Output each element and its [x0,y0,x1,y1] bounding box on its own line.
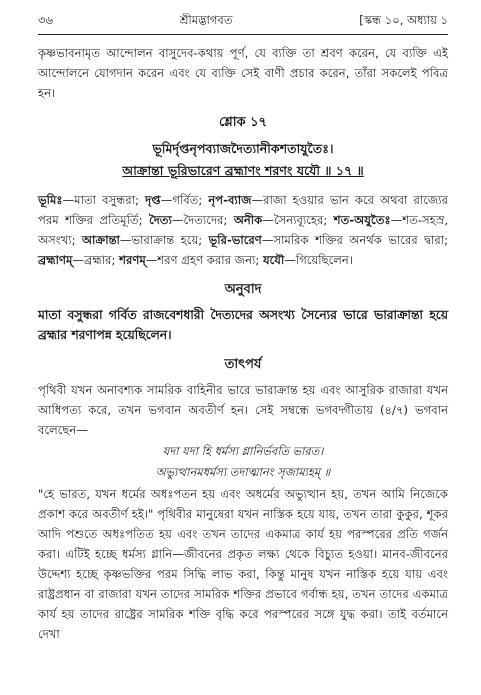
synonym-term: আক্রান্তা [81,233,120,247]
translation-text: মাতা বসুন্ধরা গর্বিত রাজবেশধারী দৈত্যদের অসংখ্য সৈন্যের ভারে ভারাক্রান্তা হয়ে ব্রহ্মার শরণাপন্ন হয়েছিলেন। [38,308,448,342]
synonym-meaning: —ভারাক্রান্ত হয়ে; [119,233,209,247]
gita-quote-line-2: অভ্যুত্থানমধর্মস্য তদাত্মানং সৃজাম্যহম্ ॥ [155,465,331,479]
synonym-meaning: —ব্রহ্মার; [72,253,120,267]
intro-paragraph: কৃষ্ণভাবনামৃত আন্দোলন বাসুদেব-কথায় পূর্ণ, যে ব্যক্তি তা শ্রবণ করেন, যে ব্যক্তি এই আন্দোলনে যোগদান করেন এবং যে ব্যক্তি সেই বাণী প্রচার করেন, তাঁরা সকলেই পবিত্র হন। [38,46,448,100]
section-reference: [স্কন্ধ ১০, অধ্যায় ১ [359,12,448,27]
purport-paragraph-2: "হে ভারত, যখন ধর্মের অধঃপতন হয় এবং অধর্মের অভ্যুত্থান হয়, তখন আমি নিজেকে প্রকাশ করে অবতীর্ণ হই।" পৃথিবীর মানুষেরা যখন নাস্তিক হয়ে যায়, তখন তারা কুকুর, শূকর আদি পশুতে অধঃপতিত হয় এবং তখন তাদের একমাত্র কার্য হয় পরস্পরের প্রতি গর্জন করা। এটিই হচ্ছে ধর্মস্য গ্লানি—জীবনের প্রকৃত লক্ষ্য থেকে বিচ্যুত হওয়া। মানব-জীবনের উদ্দেশ্য হচ্ছে কৃষ্ণভক্তির পরম সিদ্ধি লাভ করা, কিন্তু মানুষ যখন নাস্তিক হয়ে যায় এবং রাষ্ট্রপ্রধান বা রাজারা যখন তাদের সামরিক শক্তির প্রভাবে গর্বান্ধ হয়, তখন তাদের একমাত্র কার্য হয় তাদের রাষ্ট্রের সামরিক শক্তি বৃদ্ধি করে পরস্পরের সঙ্গে যুদ্ধ করা। তাই বর্তমানে দেখা [38,487,448,641]
verse-line-1: ভূমির্দৃপ্তনৃপব্যাজদৈত্যানীকশতাযুতৈঃ। [152,141,334,156]
synonym-term: যযৌ [262,253,285,267]
synonym-term: ভূরি-ভারেণ [208,233,262,247]
synonym-meaning: —গর্বিত; [160,193,209,207]
synonym-term: শত-অযুতৈঃ [333,213,391,227]
synonym-meaning: —রাজা হওয়ার ভান করে অথবা রাজ্যের পরম শক্তির প্রতিমূর্তি; [38,193,448,227]
synonyms [38,190,448,270]
document-page [38,10,448,644]
synonym-meaning: —সামরিক শক্তির অনর্থক ভারের দ্বারা; [261,233,448,247]
synonym-term: দৃপ্ত [145,193,161,207]
page-header [38,10,448,32]
translation-heading: অনুবাদ [224,282,262,297]
purport-paragraph-1: পৃথিবী যখন অনাবশ্যক সামরিক বাহিনীর ভারে ভারাক্রান্ত হয় এবং আসুরিক রাজারা যখন আধিপত্য করে, তখন ভগবান অবতীর্ণ হন। সেই সম্বন্ধে ভগবদ্গীতায় (৪/৭) ভগবান বলেছেন— [38,383,448,437]
verse-heading: শ্লোক ১৭ [218,115,268,130]
synonym-meaning: —মাতা বসুন্ধরা; [62,193,146,207]
synonym-meaning: —গিয়েছিলেন। [284,253,354,267]
purport-heading: তাৎপর্য [224,357,262,372]
verse-line-2: আক্রান্তা ভূরিভারেণ ব্রহ্মাণং শরণং যযৌ ॥ ১৭ ॥ [122,163,364,178]
synonym-meaning: —সৈন্যব্যূহের; [262,213,334,227]
book-title: শ্রীমদ্ভাগবত [179,12,233,27]
synonym-term: নৃপ-ব্যাজ [208,193,252,207]
synonym-meaning: —দৈত্যদের; [171,213,234,227]
synonym-term: অনীক [233,213,263,227]
gita-quote-line-1: যদা যদা হি ধর্মস্য গ্লানির্ভবতি ভারত। [162,444,324,458]
synonym-term: দৈত্য [149,213,172,227]
synonym-term: ভূমিঃ [38,193,63,207]
header-rule [38,34,448,35]
synonym-meaning: —শরণ গ্রহণ করার জন্য; [145,253,263,267]
synonym-term: শরণম্ [119,253,146,267]
page-number: ৩৬ [38,12,53,27]
synonym-meaning: —শত-সহস্র, অসংখ্য; [38,213,449,247]
purport-body [38,380,448,644]
synonym-term: ব্রহ্মাণম্ [38,253,73,267]
